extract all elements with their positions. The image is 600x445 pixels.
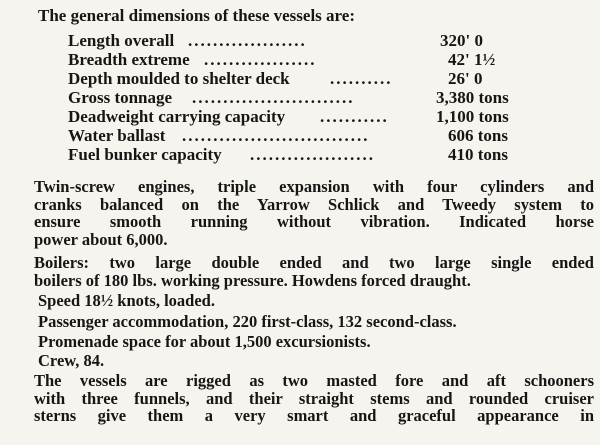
promenade-line: Promenade space for about 1,500 excursionists.	[38, 332, 371, 351]
dimension-leader: ...........	[320, 107, 389, 126]
dimension-leader: ..........................	[192, 88, 355, 107]
dimension-leader: ...................	[188, 31, 307, 50]
dimension-value: 1,100 tons	[436, 107, 509, 126]
dimensions-intro: The general dimensions of these vessels are:	[38, 6, 355, 25]
dimension-label: Deadweight carrying capacity	[68, 107, 286, 126]
paragraph-line: with three funnels, and their straight stems and rounded cruiser	[34, 388, 594, 408]
dimension-value: 320' 0	[440, 31, 483, 50]
paragraph-line: power about 6,000.	[34, 229, 168, 249]
dimension-value: 42' 1½	[448, 50, 496, 69]
dimension-value: 3,380 tons	[436, 88, 509, 107]
paragraph-line: boilers of 180 lbs. working pressure. Howdens forced draught.	[34, 270, 471, 290]
dimension-label: Length overall	[68, 31, 175, 50]
dimension-value: 410 tons	[448, 145, 508, 164]
paragraph-line: ensure smooth running without vibration. Indicated horse	[34, 212, 594, 231]
dimension-value: 606 tons	[448, 126, 508, 145]
dimensions-table	[68, 31, 538, 164]
dimension-leader: ..............................	[182, 126, 370, 145]
paragraph-line: Twin-screw engines, triple expansion with four cylinders and	[34, 177, 594, 196]
dimension-label: Depth moulded to shelter deck	[68, 69, 290, 88]
passenger-line: Passenger accommodation, 220 first-class, 132 second-class.	[38, 312, 457, 331]
dimension-row-breadth	[68, 50, 538, 69]
dimension-row-deadweight	[68, 107, 538, 126]
rigging-paragraph	[34, 372, 594, 425]
dimension-leader: ..................	[204, 50, 317, 69]
boilers-paragraph	[34, 254, 594, 289]
crew-line: Crew, 84.	[38, 351, 105, 370]
dimension-label: Fuel bunker capacity	[68, 145, 222, 164]
dimension-label: Water ballast	[68, 126, 166, 145]
dimension-row-depth	[68, 69, 538, 88]
speed-line: Speed 18½ knots, loaded.	[38, 291, 215, 310]
paragraph-line: sterns give them a very smart and graceful appearance in	[34, 406, 594, 425]
engines-paragraph	[34, 178, 594, 248]
dimension-row-gross-tonnage	[68, 88, 538, 107]
paragraph-line: The vessels are rigged as two masted fore and aft schooners	[34, 371, 594, 390]
dimension-leader: ..........	[330, 69, 393, 88]
dimension-label: Breadth extreme	[68, 50, 190, 69]
paragraph-line: cranks balanced on the Yarrow Schlick and Tweedy system to	[34, 194, 594, 214]
dimension-value: 26' 0	[448, 69, 483, 88]
dimension-row-length	[68, 31, 538, 50]
dimension-leader: ....................	[250, 145, 375, 164]
dimension-row-fuel-bunker	[68, 145, 538, 164]
dimension-row-water-ballast	[68, 126, 538, 145]
paragraph-line: Boilers: two large double ended and two large single ended	[34, 253, 594, 272]
dimension-label: Gross tonnage	[68, 88, 173, 107]
